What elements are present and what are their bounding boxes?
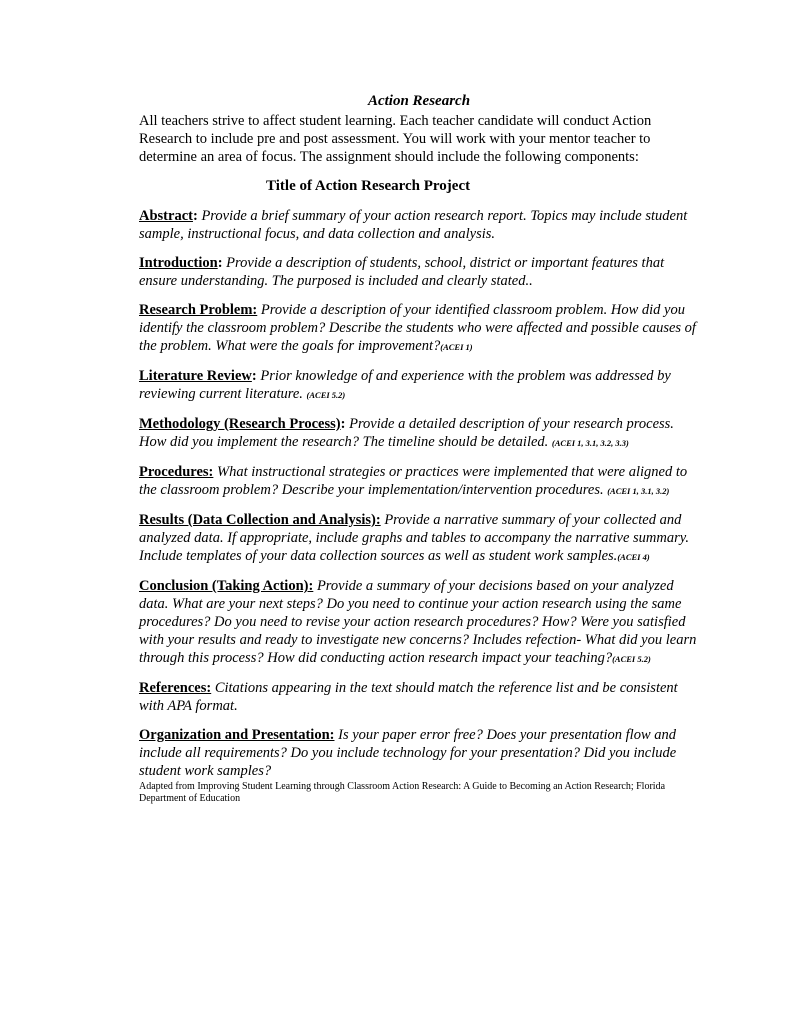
section-organization [139, 726, 699, 780]
section-heading: Research Problem: [139, 302, 258, 318]
section-methodology [139, 415, 699, 452]
section-abstract [139, 207, 699, 243]
standard-reference: (ACEI 1) [440, 342, 473, 352]
document-page [139, 92, 699, 805]
section-references [139, 679, 699, 715]
section-heading: Literature Review [139, 368, 252, 384]
section-conclusion [139, 577, 699, 668]
section-description: Provide a brief summary of your action research report. Topics may include student sample, instructional focus, and data collection and analysis. [139, 208, 688, 242]
section-heading: Organization and Presentation: [139, 727, 335, 743]
section-heading: Methodology (Research Process) [139, 416, 341, 432]
project-title: Title of Action Research Project [266, 178, 471, 194]
section-description: Provide a summary of your decisions based on your analyzed data. What are your next steps? Do you need to continue your action research using the same procedures? Do you need to revise your action research procedures? How? Were you satisfied with your results and ready to investigate new concerns? Includes refection- What did you learn through this process? How did conducting action research impact your teaching? [139, 578, 697, 666]
section-heading: Introduction [139, 255, 218, 271]
source-footnote: Adapted from Improving Student Learning through Classroom Action Research: A Guide to Becoming an Action Research; Florida Department of Education [139, 781, 666, 804]
section-description: Is your paper error free? Does your presentation flow and include all requirements? Do you include technology for your presentation? Did you include student work samples? [139, 727, 677, 779]
section-procedures [139, 463, 699, 500]
section-heading: Procedures: [139, 464, 214, 480]
standard-reference: (ACEI 1, 3.1, 3.2, 3.3) [551, 438, 629, 448]
section-description: Provide a narrative summary of your collected and analyzed data. If appropriate, include graphs and tables to accompany the narrative summary. Include templates of your data collection sources as well as student work samples. [139, 512, 689, 564]
intro-paragraph: All teachers strive to affect student learning. Each teacher candidate will conduct Action Research to include pre and post assessment. You will work with your mentor teacher to determine an area of focus. The assignment should include the following components: [139, 113, 652, 165]
standard-reference: (ACEI 5.2) [306, 390, 346, 400]
document-title: Action Research [367, 93, 471, 109]
section-description: Prior knowledge of and experience with the problem was addressed by reviewing current literature. [139, 368, 671, 402]
section-heading: References: [139, 680, 212, 696]
section-description: Provide a description of students, school, district or important features that ensure understanding. The purposed is included and clearly stated.. [139, 255, 665, 289]
section-colon: : [217, 255, 223, 271]
section-description: Provide a detailed description of your research process. How did you implement the research? The timeline should be detailed. [139, 416, 674, 450]
section-results [139, 511, 699, 566]
section-literature-review [139, 367, 699, 404]
section-description: Provide a description of your identified classroom problem. How did you identify the classroom problem? Describe the students who were affected and possible causes of the problem. What were the goals for improvement? [139, 302, 696, 354]
section-description: What instructional strategies or practices were implemented that were aligned to the classroom problem? Describe your implementation/intervention procedures. [139, 464, 688, 498]
section-colon: : [251, 368, 257, 384]
section-heading: Conclusion (Taking Action): [139, 578, 314, 594]
section-heading: Results (Data Collection and Analysis): [139, 512, 381, 528]
standard-reference: (ACEI 4) [617, 552, 650, 562]
standard-reference: (ACEI 5.2) [612, 654, 651, 664]
section-colon: : [192, 208, 198, 224]
section-introduction [139, 254, 699, 290]
section-description: Citations appearing in the text should match the reference list and be consistent with APA format. [139, 680, 678, 714]
section-colon: : [340, 416, 346, 432]
standard-reference: (ACEI 1, 3.1, 3.2) [607, 486, 670, 496]
section-research-problem [139, 301, 699, 356]
section-heading: Abstract [139, 208, 193, 224]
